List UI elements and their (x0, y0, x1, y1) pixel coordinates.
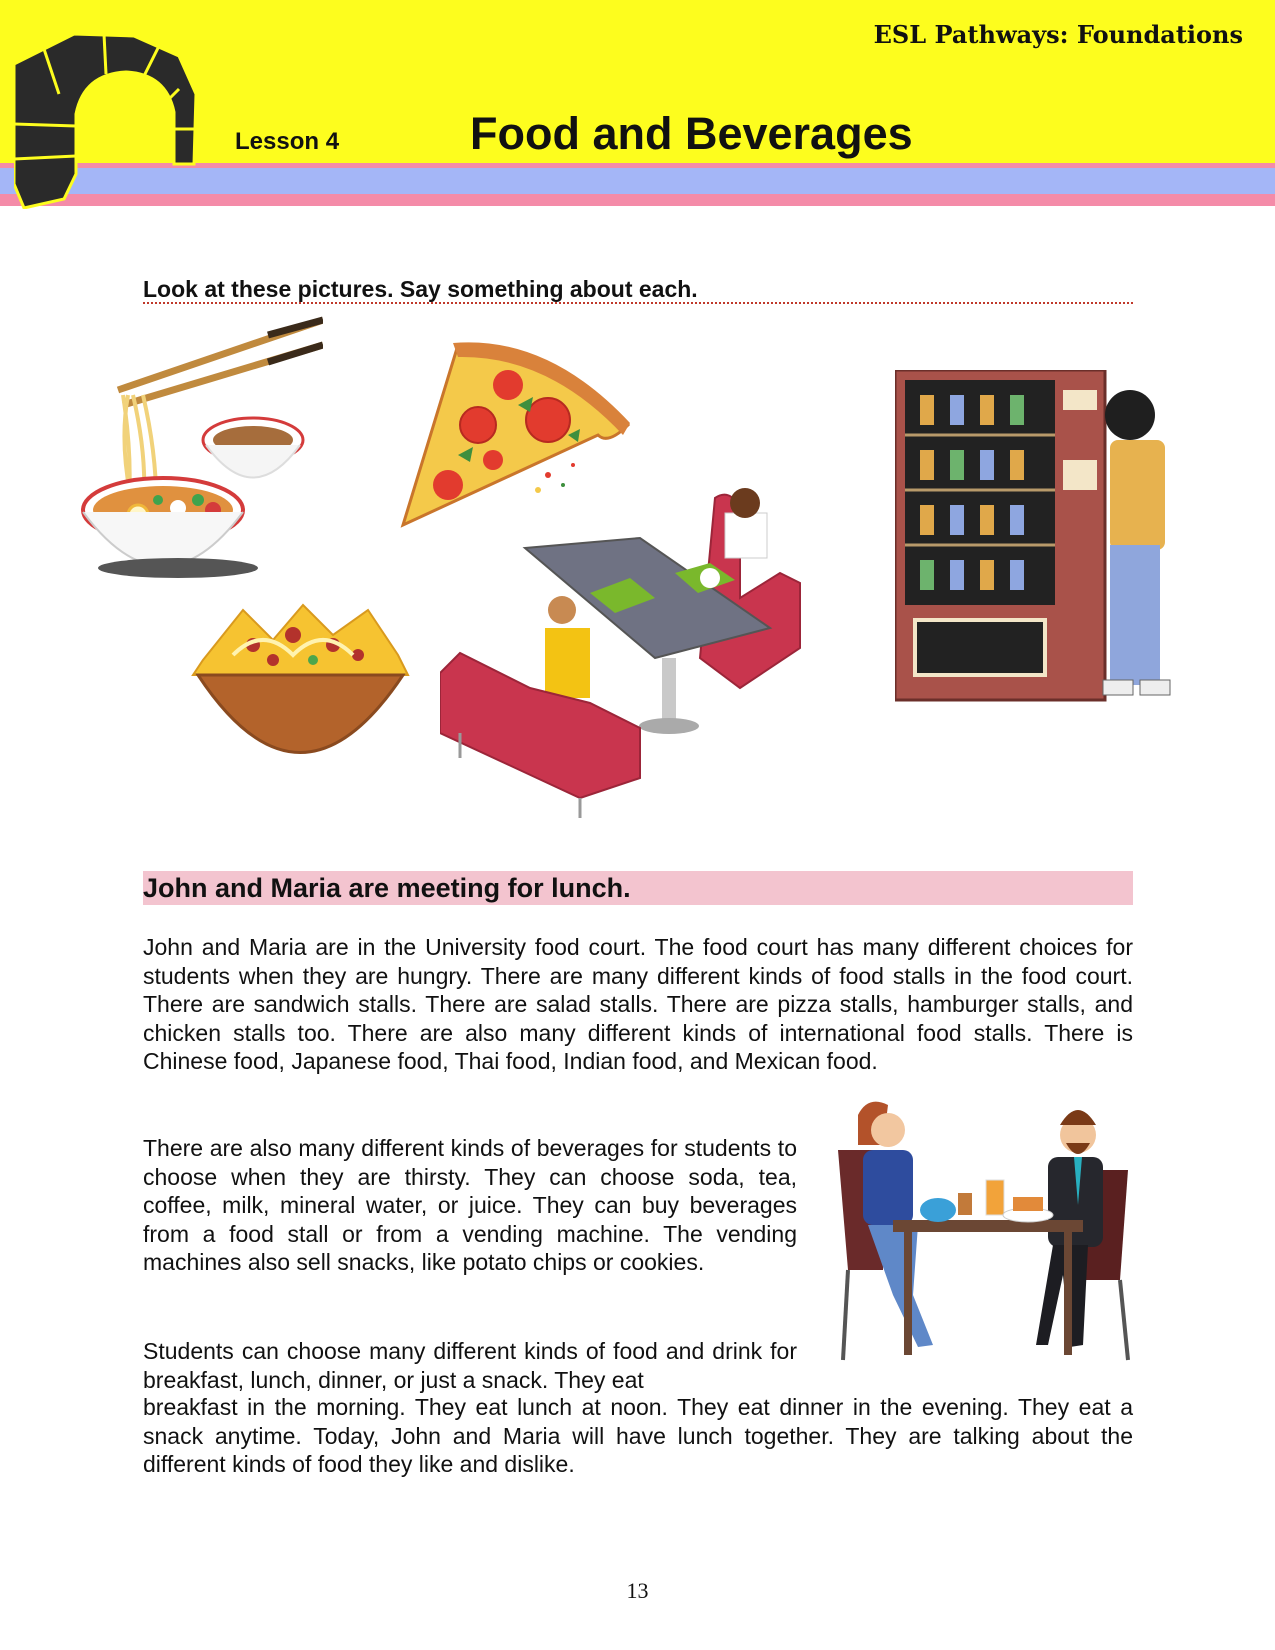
page-number: 13 (626, 1578, 649, 1603)
noodle-soup-illustration (78, 310, 323, 590)
series-title: ESL Pathways: Foundations (873, 20, 1243, 49)
paragraph-beverages: There are also many different kinds of beverages for students to choose when they are thirsty. They can choose soda, tea, coffee, milk, mineral water, or juice. They can buy beverages from a food stall or from a vending machine. The vending machines also sell snacks, like potato chips or cookies. (143, 1135, 797, 1275)
vending-machine-illustration (895, 370, 1205, 715)
paragraph-food-court: John and Maria are in the University food court. The food court has many different choices for students when they are hungry. There are many different kinds of food stalls in the food court. There are sandwich stalls. There are salad stalls. There are pizza stalls, hamburger stalls, and chicken stalls too. There are also many different kinds of international food stalls. There is Chinese food, Japanese food, Thai food, Indian food, and Mexican food. (143, 934, 1133, 1074)
page-title: Food and Beverages (470, 108, 913, 159)
paragraph-meals-start: Students can choose many different kinds of food and drink for breakfast, lunch, dinner, or just a snack. They eat (143, 1338, 797, 1393)
section-heading: John and Maria are meeting for lunch. (143, 873, 631, 903)
nachos-illustration (183, 600, 418, 780)
instruction-text: Look at these pictures. Say something about each. (143, 276, 698, 302)
couple-lunch-illustration (838, 1095, 1138, 1375)
paragraph-meals-end: breakfast in the morning. They eat lunch at noon. They eat dinner in the evening. They eat a snack anytime. Today, John and Maria will have lunch together. They are talking about the different kinds of food they like and dislike. (143, 1394, 1133, 1477)
dotted-rule (143, 302, 1133, 304)
arch-logo-icon (14, 34, 199, 209)
food-court-booth-illustration (440, 478, 870, 818)
lesson-label: Lesson 4 (235, 128, 340, 155)
